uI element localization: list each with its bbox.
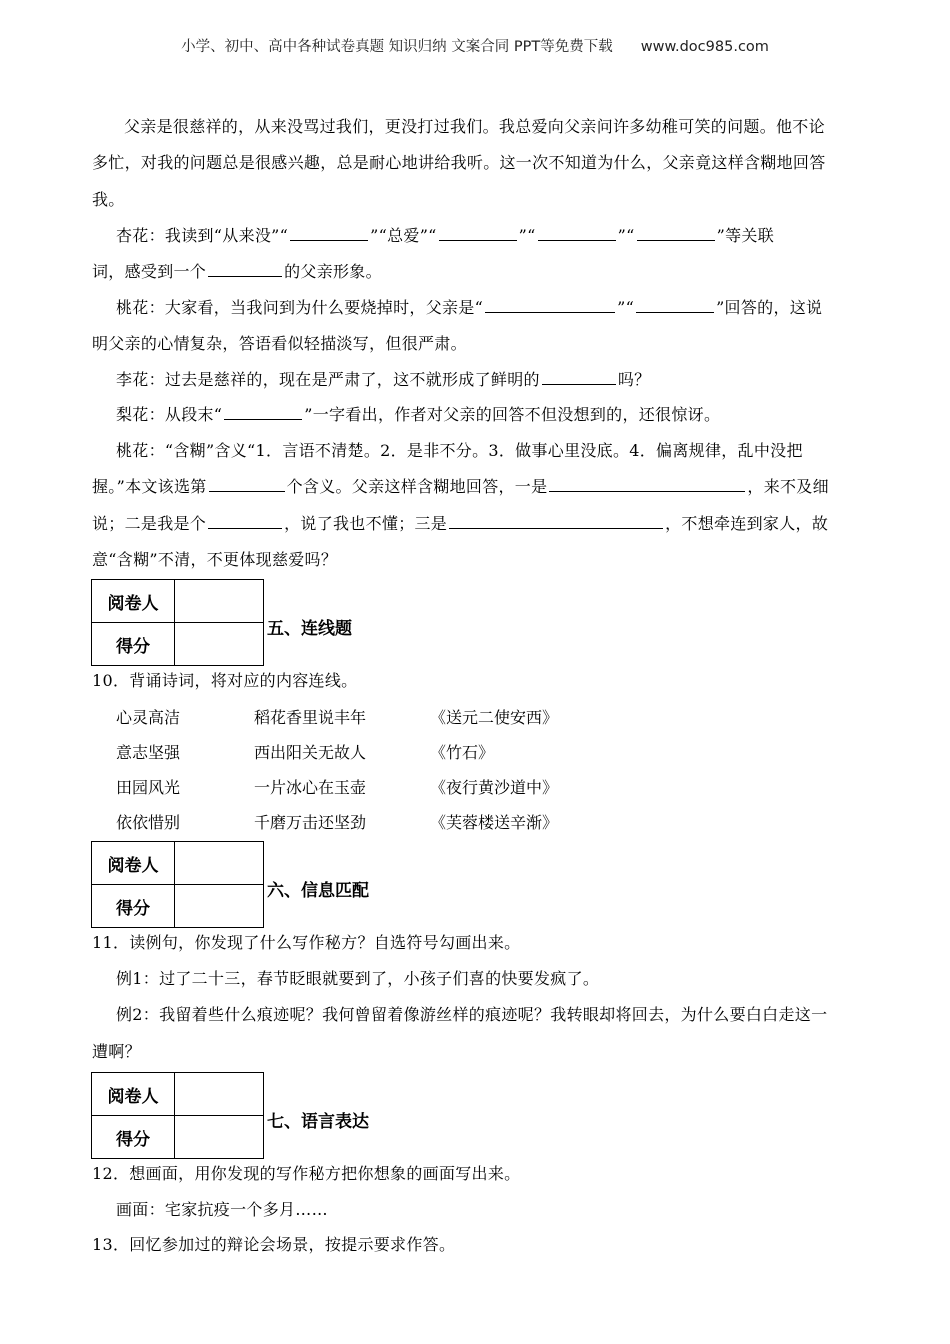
answer-blank[interactable] — [224, 402, 302, 420]
score-box — [91, 841, 264, 928]
answer-blank[interactable] — [449, 511, 663, 529]
score-cell[interactable] — [175, 885, 264, 928]
poem-line[interactable]: 千磨万击还坚劲 — [254, 813, 367, 832]
poem-line[interactable]: 西出阳关无故人 — [254, 743, 367, 762]
answer-blank[interactable] — [542, 367, 616, 385]
taohua2-line1: 桃花：“含糊”含义“1．言语不清楚。2．是非不分。3．做事心里没底。4．偏离规律，乱中没把 — [116, 441, 803, 460]
reviewer-cell[interactable] — [175, 842, 264, 885]
poem-theme[interactable]: 依依惜别 — [116, 813, 181, 832]
score-cell[interactable] — [175, 623, 264, 666]
answer-blank[interactable] — [208, 259, 282, 277]
poem-theme[interactable]: 意志坚强 — [116, 743, 181, 762]
poem-theme[interactable]: 田园风光 — [116, 778, 181, 797]
score-label: 得分 — [92, 623, 175, 666]
q10-stem: 10．背诵诗词，将对应的内容连线。 — [92, 671, 358, 690]
answer-blank[interactable] — [290, 223, 368, 241]
score-box — [91, 1072, 264, 1159]
lihua2-line: 梨花：从段末“ ”一字看出，作者对父亲的回答不但没想到的，还很惊讶。 — [116, 402, 720, 425]
score-box — [91, 579, 264, 666]
passage-line: 我。 — [92, 190, 125, 209]
poem-title[interactable]: 《夜行黄沙道中》 — [430, 778, 559, 797]
answer-blank[interactable] — [439, 223, 517, 241]
poem-title[interactable]: 《竹石》 — [430, 743, 495, 762]
answer-blank[interactable] — [636, 295, 714, 313]
taohua-line2: 明父亲的心情复杂，答语看似轻描淡写，但很严肃。 — [92, 334, 467, 353]
poem-title[interactable]: 《送元二使安西》 — [430, 708, 559, 727]
q11-stem: 11．读例句，你发现了什么写作秘方？自选符号勾画出来。 — [92, 933, 521, 952]
answer-blank[interactable] — [538, 223, 616, 241]
q11-example2-cont: 遭啊？ — [92, 1042, 141, 1061]
taohua2-line4: 意“含糊”不清，不更体现慈爱吗？ — [92, 550, 338, 569]
passage-line: 多忙，对我的问题总是很感兴趣，总是耐心地讲给我听。这一次不知道为什么，父亲竟这样含糊地回答 — [92, 153, 826, 172]
answer-blank[interactable] — [485, 295, 615, 313]
reviewer-cell[interactable] — [175, 580, 264, 623]
lihua-line: 李花：过去是慈祥的，现在是严肃了，这不就形成了鲜明的 吗？ — [116, 367, 650, 390]
page-header — [0, 35, 950, 56]
score-cell[interactable] — [175, 1116, 264, 1159]
answer-blank[interactable] — [208, 511, 282, 529]
score-label: 得分 — [92, 1116, 175, 1159]
reviewer-label: 阅卷人 — [92, 580, 175, 623]
answer-blank[interactable] — [637, 223, 715, 241]
taohua-line1: 桃花：大家看，当我问到为什么要烧掉时，父亲是“ ”“ ”回答的，这说 — [116, 295, 822, 318]
reviewer-label: 阅卷人 — [92, 842, 175, 885]
answer-blank[interactable] — [549, 474, 745, 492]
section-title: 五、连线题 — [267, 619, 352, 639]
reviewer-label: 阅卷人 — [92, 1073, 175, 1116]
answer-blank[interactable] — [209, 474, 285, 492]
section-title: 六、信息匹配 — [267, 881, 369, 901]
poem-line[interactable]: 稻花香里说丰年 — [254, 708, 367, 727]
header-site: www.doc985.com — [640, 39, 769, 55]
q11-example1: 例1：过了二十三，春节眨眼就要到了，小孩子们喜的快要发疯了。 — [116, 969, 600, 988]
poem-line[interactable]: 一片冰心在玉壶 — [254, 778, 367, 797]
taohua2-line3: 说；二是我是个 ，说了我也不懂；三是 ，不想牵连到家人，故 — [92, 511, 828, 534]
q11-example2: 例2：我留着些什么痕迹呢？我何曾留着像游丝样的痕迹呢？我转眼却将回去，为什么要白白走这一 — [116, 1005, 828, 1024]
xinghua-line1: 杏花：我读到“从来没”“ ”“总爱”“ ”“ ”“ ”等关联 — [116, 223, 774, 246]
poem-theme[interactable]: 心灵高洁 — [116, 708, 181, 727]
score-label: 得分 — [92, 885, 175, 928]
taohua2-line2: 握。”本文该选第 个含义。父亲这样含糊地回答，一是 ，来不及细 — [92, 474, 829, 497]
section-title: 七、语言表达 — [267, 1112, 369, 1132]
passage-line: 父亲是很慈祥的，从来没骂过我们，更没打过我们。我总爱向父亲问许多幼稚可笑的问题。他不论 — [124, 117, 825, 136]
reviewer-cell[interactable] — [175, 1073, 264, 1116]
header-text: 小学、初中、高中各种试卷真题 知识归纳 文案合同 PPT等免费下载 — [181, 39, 613, 55]
xinghua-line2: 词，感受到一个 的父亲形象。 — [92, 259, 382, 282]
poem-title[interactable]: 《芙蓉楼送辛渐》 — [430, 813, 559, 832]
q13-stem: 13．回忆参加过的辩论会场景，按提示要求作答。 — [92, 1235, 456, 1254]
q12-scene: 画面：宅家抗疫一个多月…… — [116, 1200, 328, 1219]
q12-stem: 12．想画面，用你发现的写作秘方把你想象的画面写出来。 — [92, 1164, 521, 1183]
